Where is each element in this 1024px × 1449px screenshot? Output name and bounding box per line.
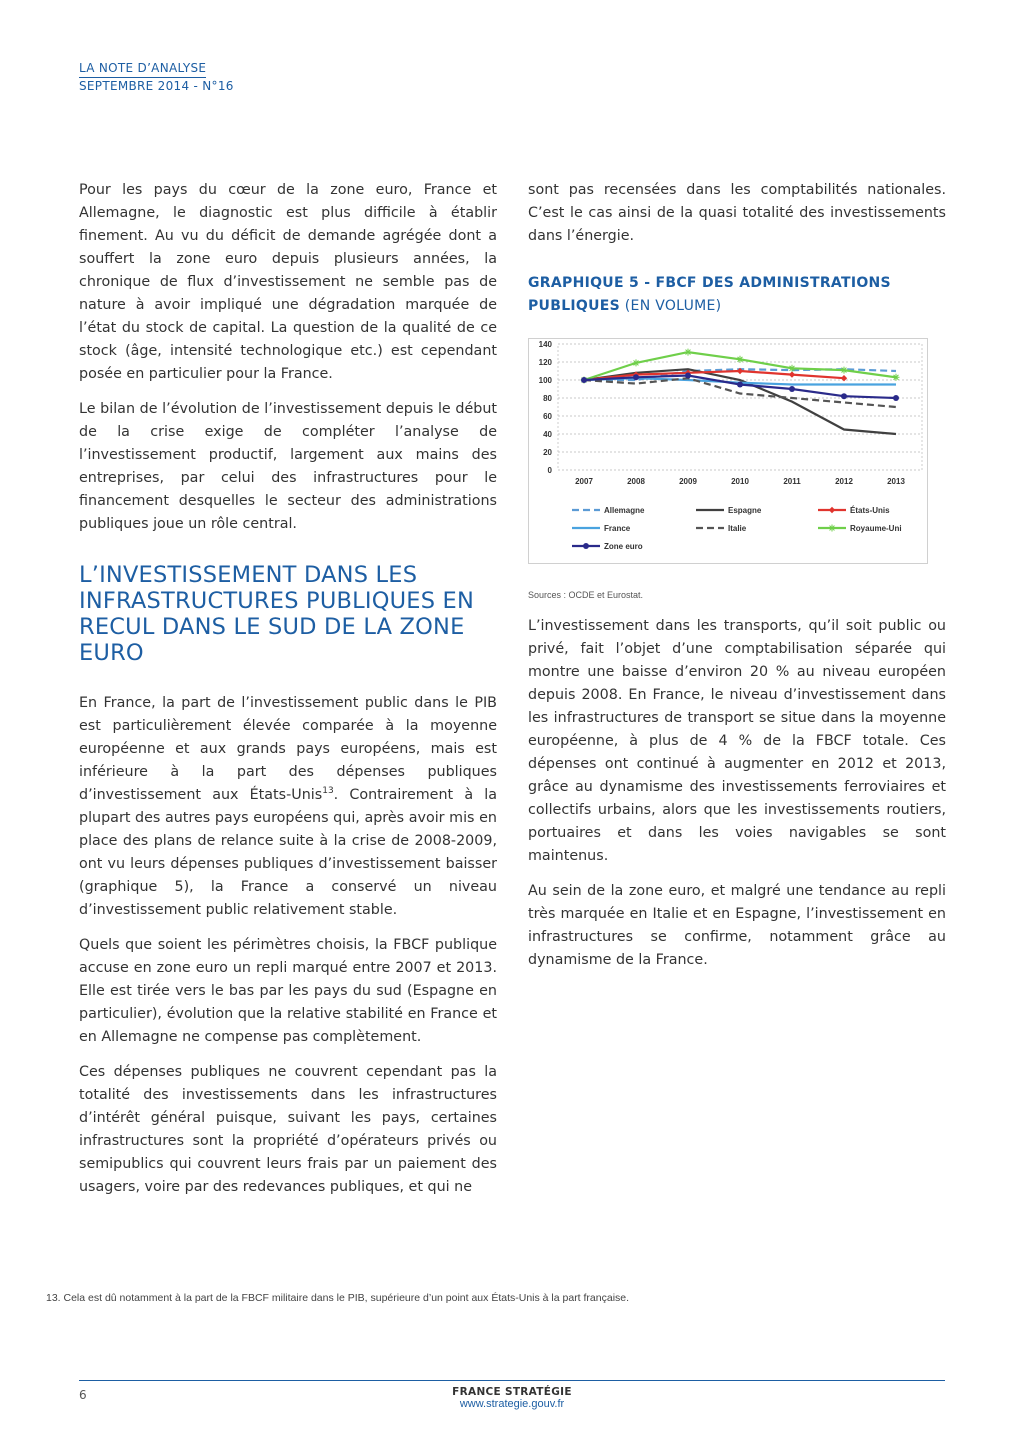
data-point-zone-euro xyxy=(789,386,795,392)
legend-label-italie: Italie xyxy=(728,524,747,533)
data-point-zone-euro xyxy=(685,373,691,379)
legend-label-zone-euro: Zone euro xyxy=(604,542,643,551)
data-point-zone-euro xyxy=(581,377,587,383)
header-publication-title: LA NOTE D’ANALYSE xyxy=(79,60,206,78)
x-tick-label: 2010 xyxy=(731,477,749,486)
chart-container xyxy=(528,338,928,564)
footnote: 13. Cela est dû notamment à la part de la FBCF militaire dans le PIB, supérieure d’un point aux États-Unis à la part française. xyxy=(46,1292,630,1304)
paragraph-text: . Contrairement à la plupart des autres pays européens qui, après avoir mis en place des plans de relance suite à la crise de 2008-2009, ont vu leurs dépenses publiques d’investissement baisser (graphique 5), la France a conservé un niveau d’investissement public relativement stable. xyxy=(79,787,497,918)
y-tick-label: 60 xyxy=(543,412,552,421)
footnote-reference[interactable]: 13 xyxy=(322,786,334,797)
legend-label-france: France xyxy=(604,524,631,533)
running-header xyxy=(79,60,234,95)
header-issue-date: SEPTEMBRE 2014 - N°16 xyxy=(79,79,234,93)
x-tick-label: 2013 xyxy=(887,477,905,486)
x-tick-label: 2009 xyxy=(679,477,697,486)
paragraph xyxy=(79,692,497,922)
data-point-zone-euro xyxy=(633,374,639,380)
y-tick-label: 40 xyxy=(543,430,552,439)
left-column xyxy=(79,179,497,1211)
legend-label-allemagne: Allemagne xyxy=(604,506,645,515)
y-tick-label: 0 xyxy=(547,466,552,475)
y-tick-label: 80 xyxy=(543,394,552,403)
paragraph: sont pas recensées dans les comptabilités nationales. C’est le cas ainsi de la quasi totalité des investissements dans l’énergie. xyxy=(528,182,946,244)
paragraph: Au sein de la zone euro, et malgré une tendance au repli très marquée en Italie et en Espagne, l’investissement en infrastructures se confirme, notamment grâce au dynamisme de la France. xyxy=(528,883,946,968)
paragraph: Quels que soient les périmètres choisis, la FBCF publique accuse en zone euro un repli marqué entre 2007 et 2013. Elle est tirée vers le bas par les pays du sud (Espagne en particulier), évolution que la relative stabilité en France et en Allemagne ne compense pas complètement. xyxy=(79,937,497,1045)
paragraph: Le bilan de l’évolution de l’investissement depuis le début de la crise exige de compléter l’analyse de l’investissement productif, largement aux mains des entreprises, par celui des infrastructures pour le financement desquelles le secteur des administrations publiques joue un rôle central. xyxy=(79,401,497,532)
right-column xyxy=(528,179,946,984)
x-tick-label: 2012 xyxy=(835,477,853,486)
figure-sources: Sources : OCDE et Eurostat. xyxy=(528,590,644,600)
x-tick-label: 2008 xyxy=(627,477,645,486)
paragraph: L’investissement dans les transports, qu’il soit public ou privé, fait l’objet d’une comptabilisation séparée qui montre une baisse d’environ 20 % au niveau européen depuis 2008. En France, le niveau d’investissement dans les infrastructures de transport se situe dans la moyenne européenne, à plus de 4 % de la FBCF totale. Ces dépenses ont continué à augmenter en 2012 et 2013, grâce au dynamisme des investissements ferroviaires et collectifs urbains, alors que les investissements routiers, portuaires et dans les voies navigables se sont maintenus. xyxy=(528,618,946,864)
legend-label-etats-unis: États-Unis xyxy=(850,506,890,515)
paragraph: Pour les pays du cœur de la zone euro, France et Allemagne, le diagnostic est plus difficile à établir finement. Au vu du déficit de demande agrégée dont a souffert la zone euro depuis plusieurs années, la chronique de flux d’investissement ne semble pas de nature à avoir impliqué une dégradation marquée de l’état du stock de capital. La question de la qualité de ce stock (âge, intensité technologique etc.) est cependant posée en particulier pour la France. xyxy=(79,182,497,382)
footer xyxy=(0,1386,1024,1410)
footer-divider xyxy=(79,1380,945,1381)
y-tick-label: 100 xyxy=(538,376,552,385)
y-tick-label: 20 xyxy=(543,448,552,457)
footer-organization: FRANCE STRATÉGIE xyxy=(452,1386,572,1398)
legend-label-royaume-uni: Royaume-Uni xyxy=(850,524,902,533)
data-point-zone-euro xyxy=(841,393,847,399)
legend-label-espagne: Espagne xyxy=(728,506,762,515)
footer-url-link[interactable]: www.strategie.gouv.fr xyxy=(459,1398,565,1410)
section-title: L’INVESTISSEMENT DANS LES INFRASTRUCTURES PUBLIQUES EN RECUL DANS LE SUD DE LA ZONE EURO xyxy=(79,562,474,666)
y-tick-label: 140 xyxy=(538,340,552,349)
line-chart xyxy=(528,338,928,564)
figure-title-unit: (EN VOLUME) xyxy=(620,298,722,314)
x-tick-label: 2007 xyxy=(575,477,593,486)
data-point-zone-euro xyxy=(893,395,899,401)
figure-title-bold: GRAPHIQUE 5 - FBCF DES ADMINISTRATIONS PUBLIQUES xyxy=(528,275,891,314)
legend-marker-zone-euro xyxy=(583,543,589,549)
x-tick-label: 2011 xyxy=(783,477,801,486)
figure-title xyxy=(528,272,946,318)
page-number: 6 xyxy=(79,1388,87,1402)
data-point-zone-euro xyxy=(737,382,743,388)
y-tick-label: 120 xyxy=(538,358,552,367)
paragraph-text: En France, la part de l’investissement public dans le PIB est particulièrement élevée comparée à la moyenne européenne et aux grands pays européens, mais est inférieure à la part des dépenses publiques d’investissement aux États-Unis xyxy=(79,695,497,803)
paragraph: Ces dépenses publiques ne couvrent cependant pas la totalité des investissements dans les infrastructures d’intérêt général puisque, suivant les pays, certaines infrastructures sont la propriété d’opérateurs privés ou semipublics qui couvrent leurs frais par un paiement des usagers, voire par des redevances publiques, et qui ne xyxy=(79,1064,497,1195)
